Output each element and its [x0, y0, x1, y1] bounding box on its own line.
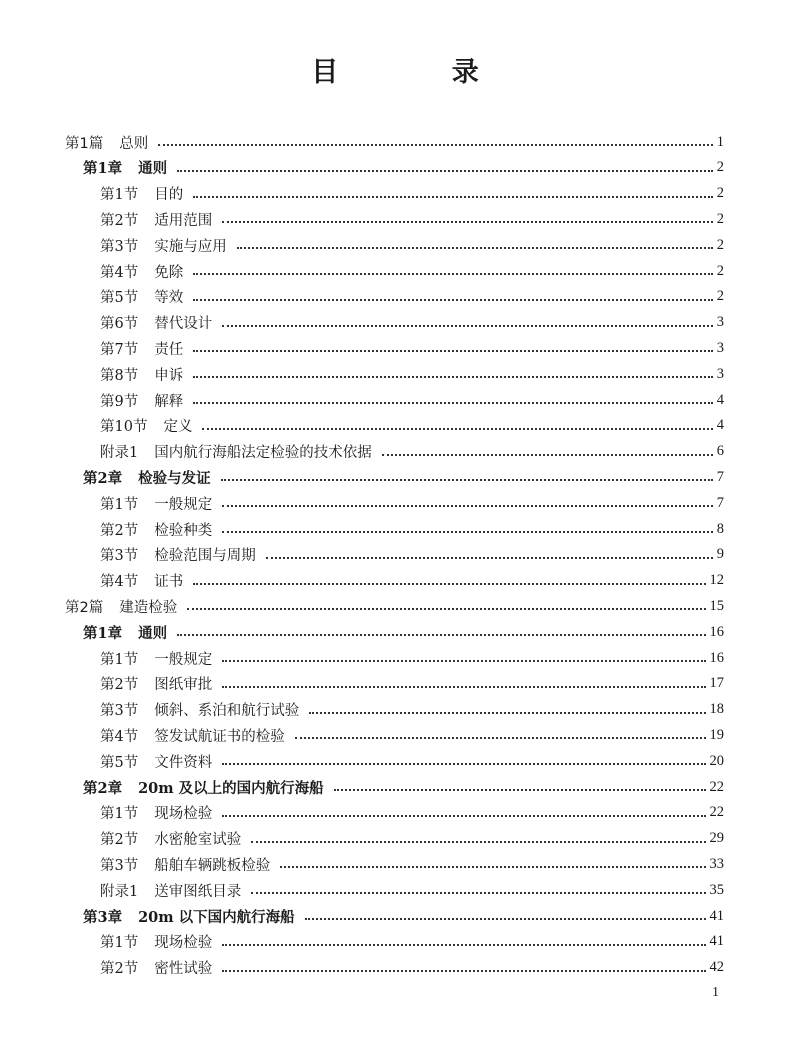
toc-part-entry[interactable]: [65, 130, 724, 154]
entry-number: 第1篇: [65, 135, 104, 152]
entry-page: 4: [716, 391, 724, 408]
entry-page: 22: [709, 778, 724, 795]
toc-section-entry[interactable]: [100, 543, 724, 567]
entry-title: 免除: [154, 264, 184, 281]
dot-leader: [221, 479, 713, 481]
toc-section-entry[interactable]: [100, 182, 724, 206]
entry-title: 等效: [154, 290, 184, 307]
toc-section-entry[interactable]: [100, 698, 724, 722]
dot-leader: [222, 686, 705, 688]
entry-number: 第2篇: [65, 599, 104, 616]
entry-title: 定义: [163, 419, 193, 436]
toc-section-entry[interactable]: [100, 388, 724, 412]
toc-chapter-entry[interactable]: [83, 904, 724, 928]
dot-leader: [222, 970, 705, 972]
dot-leader: [222, 815, 705, 817]
dot-leader: [222, 221, 713, 223]
entry-number: 第2节: [100, 677, 139, 694]
toc-section-entry[interactable]: [100, 569, 724, 593]
toc-chapter-entry[interactable]: [83, 620, 724, 644]
entry-number: 第5节: [100, 754, 139, 771]
entry-number: 第1节: [100, 496, 139, 513]
entry-title: 一般规定: [154, 651, 213, 668]
entry-title: 责任: [154, 341, 184, 358]
toc-section-entry[interactable]: [100, 440, 724, 464]
entry-number: 第3节: [100, 238, 139, 255]
toc-section-entry[interactable]: [100, 233, 724, 257]
entry-title: 建造检验: [119, 599, 178, 616]
entry-number: 第1节: [100, 187, 139, 204]
entry-page: 6: [716, 443, 724, 460]
toc-section-entry[interactable]: [100, 801, 724, 825]
entry-title: 水密舱室试验: [154, 832, 242, 849]
dot-leader: [222, 763, 705, 765]
entry-title: 通则: [138, 624, 168, 642]
page-title: 目 录: [311, 57, 531, 88]
entry-number: 第1节: [100, 651, 139, 668]
entry-title: 检验种类: [154, 522, 213, 539]
toc-chapter-entry[interactable]: [83, 465, 724, 489]
entry-title: 检验与发证: [138, 469, 211, 487]
entry-number: 第2节: [100, 522, 139, 539]
entry-title: 现场检验: [154, 806, 213, 823]
dot-leader: [222, 660, 705, 662]
entry-page: 41: [709, 907, 724, 924]
entry-page: 29: [709, 830, 724, 847]
entry-title: 倾斜、系泊和航行试验: [154, 703, 300, 720]
entry-page: 19: [709, 726, 724, 743]
toc-section-entry[interactable]: [100, 723, 724, 747]
toc-section-entry[interactable]: [100, 956, 724, 980]
entry-title: 送审图纸目录: [154, 883, 242, 900]
dot-leader: [193, 350, 713, 352]
dot-leader: [382, 454, 713, 456]
dot-leader: [222, 325, 713, 327]
dot-leader: [251, 841, 705, 843]
entry-page: 4: [716, 417, 724, 434]
entry-number: 第10节: [100, 419, 148, 436]
entry-number: 第4节: [100, 264, 139, 281]
entry-page: 8: [716, 520, 724, 537]
toc-section-entry[interactable]: [100, 646, 724, 670]
entry-number: 第4节: [100, 574, 139, 591]
entry-page: 16: [709, 623, 724, 640]
toc-section-entry[interactable]: [100, 414, 724, 438]
dot-leader: [222, 505, 713, 507]
entry-title: 申诉: [154, 367, 184, 384]
dot-leader: [193, 376, 713, 378]
entry-title: 证书: [154, 574, 184, 591]
dot-leader: [305, 918, 706, 920]
entry-title: 一般规定: [154, 496, 213, 513]
entry-title: 签发试航证书的检验: [154, 728, 285, 745]
entry-page: 7: [716, 494, 724, 511]
entry-number: 第2章: [83, 469, 123, 487]
entry-page: 2: [716, 288, 724, 305]
entry-title: 适用范围: [154, 212, 213, 229]
entry-page: 42: [709, 959, 724, 976]
toc-section-entry[interactable]: [100, 362, 724, 386]
toc-chapter-entry[interactable]: [83, 775, 724, 799]
toc-section-entry[interactable]: [100, 491, 724, 515]
entry-number: 第9节: [100, 393, 139, 410]
entry-page: 2: [716, 210, 724, 227]
dot-leader: [202, 428, 712, 430]
entry-number: 第5节: [100, 290, 139, 307]
toc-part-entry[interactable]: [65, 594, 724, 618]
entry-page: 15: [709, 597, 724, 614]
entry-number: 第1节: [100, 806, 139, 823]
entry-title: 密性试验: [154, 961, 213, 978]
entry-number: 第7节: [100, 341, 139, 358]
entry-title: 20m 以下国内航行海船: [138, 908, 295, 926]
toc-section-entry[interactable]: [100, 852, 724, 876]
toc-section-entry[interactable]: [100, 827, 724, 851]
toc-section-entry[interactable]: [100, 878, 724, 902]
dot-leader: [177, 634, 705, 636]
dot-leader: [222, 531, 713, 533]
entry-number: 第4节: [100, 728, 139, 745]
entry-page: 2: [716, 159, 724, 176]
entry-title: 检验范围与周期: [154, 548, 256, 565]
entry-number: 附录1: [100, 883, 139, 900]
entry-title: 替代设计: [154, 316, 213, 333]
entry-page: 33: [709, 855, 724, 872]
dot-leader: [193, 299, 713, 301]
entry-title: 实施与应用: [154, 238, 227, 255]
entry-page: 7: [716, 468, 724, 485]
entry-page: 35: [709, 881, 724, 898]
toc-section-entry[interactable]: [100, 517, 724, 541]
entry-page: 9: [716, 546, 724, 563]
entry-page: 2: [716, 236, 724, 253]
toc-section-entry[interactable]: [100, 672, 724, 696]
entry-number: 第1章: [83, 624, 123, 642]
entry-number: 第2节: [100, 212, 139, 229]
dot-leader: [309, 712, 705, 714]
entry-page: 3: [716, 339, 724, 356]
entry-title: 图纸审批: [154, 677, 213, 694]
entry-page: 3: [716, 314, 724, 331]
dot-leader: [334, 789, 706, 791]
dot-leader: [295, 737, 706, 739]
entry-title: 目的: [154, 187, 184, 204]
entry-number: 附录1: [100, 445, 139, 462]
entry-title: 船舶车辆跳板检验: [154, 857, 271, 874]
toc-section-entry[interactable]: [100, 259, 724, 283]
dot-leader: [187, 608, 705, 610]
entry-number: 第2节: [100, 961, 139, 978]
dot-leader: [193, 402, 713, 404]
entry-number: 第2节: [100, 832, 139, 849]
dot-leader: [280, 866, 705, 868]
dot-leader: [266, 557, 713, 559]
dot-leader: [251, 892, 705, 894]
toc-section-entry[interactable]: [100, 285, 724, 309]
entry-number: 第3节: [100, 857, 139, 874]
entry-page: 18: [709, 701, 724, 718]
dot-leader: [193, 583, 705, 585]
entry-page: 2: [716, 185, 724, 202]
entry-page: 2: [716, 262, 724, 279]
entry-title: 现场检验: [154, 935, 213, 952]
entry-page: 1: [716, 133, 724, 150]
entry-title: 解释: [154, 393, 184, 410]
entry-page: 22: [709, 804, 724, 821]
toc-section-entry[interactable]: [100, 749, 724, 773]
dot-leader: [193, 273, 713, 275]
dot-leader: [193, 196, 713, 198]
toc-section-entry[interactable]: [100, 930, 724, 954]
dot-leader: [177, 170, 713, 172]
toc-section-entry[interactable]: [100, 311, 724, 335]
entry-number: 第3节: [100, 703, 139, 720]
entry-page: 41: [709, 933, 724, 950]
dot-leader: [237, 247, 713, 249]
entry-page: 17: [709, 675, 724, 692]
entry-title: 总则: [119, 135, 149, 152]
entry-page: 16: [709, 649, 724, 666]
entry-number: 第6节: [100, 316, 139, 333]
page-number: 1: [712, 985, 719, 1000]
dot-leader: [158, 144, 713, 146]
toc-section-entry[interactable]: [100, 207, 724, 231]
entry-title: 通则: [138, 160, 168, 178]
entry-number: 第3节: [100, 548, 139, 565]
entry-page: 20: [709, 752, 724, 769]
toc-section-entry[interactable]: [100, 336, 724, 360]
entry-number: 第3章: [83, 908, 123, 926]
toc-chapter-entry[interactable]: [83, 156, 724, 180]
dot-leader: [222, 944, 705, 946]
entry-number: 第8节: [100, 367, 139, 384]
entry-page: 3: [716, 365, 724, 382]
entry-page: 12: [709, 572, 724, 589]
entry-title: 国内航行海船法定检验的技术依据: [154, 445, 372, 462]
entry-number: 第1章: [83, 160, 123, 178]
entry-number: 第1节: [100, 935, 139, 952]
entry-title: 文件资料: [154, 754, 213, 771]
entry-number: 第2章: [83, 779, 123, 797]
entry-title: 20m 及以上的国内航行海船: [138, 779, 324, 797]
